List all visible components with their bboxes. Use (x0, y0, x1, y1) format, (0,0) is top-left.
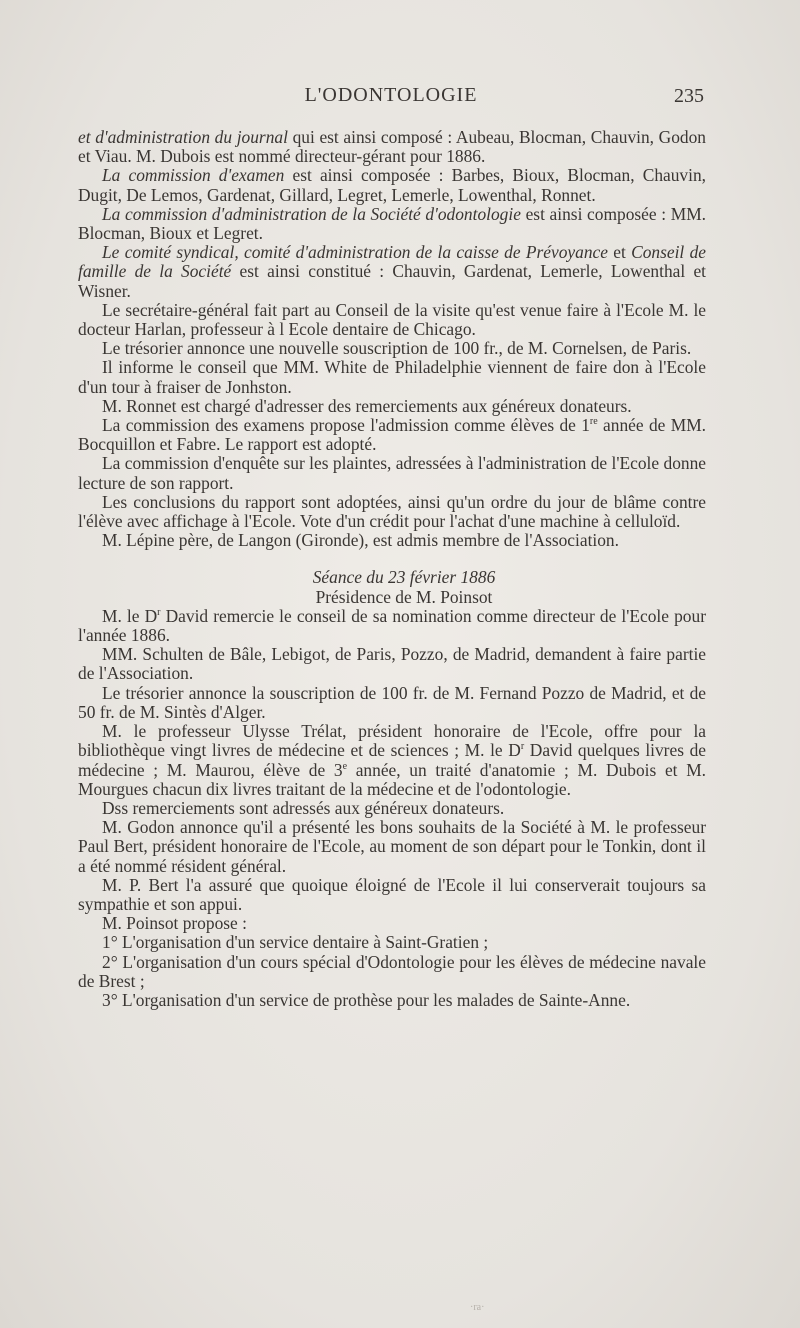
paragraph (78, 166, 706, 204)
list-item: 3° L'organisation d'un service de prothèse pour les malades de Sainte-Anne. (102, 989, 631, 1010)
paragraph: M. Ronnet est chargé d'adresser des remerciements aux généreux donateurs. (102, 395, 632, 416)
paragraph: Le trésorier annonce une nouvelle souscription de 100 fr., de M. Cornelsen, de Paris. (102, 338, 692, 359)
paragraph-text: est ainsi composée : MM. Blocman, Bioux et Legret. (78, 203, 707, 244)
session-title: Séance du 23 février 1886 (312, 567, 496, 588)
superscript: r (157, 607, 161, 619)
paragraph-text: David quelques livres de médecine ; M. Maurou, élève de 3 (78, 740, 706, 780)
paragraph: M. Poinsot propose : (102, 913, 247, 934)
paragraph: MM. Schulten de Bâle, Lebigot, de Paris, Pozzo, de Madrid, demandent à faire partie de l'Association. (78, 644, 706, 684)
paragraph (78, 128, 706, 166)
superscript: re (589, 416, 598, 428)
page-header (78, 84, 704, 114)
paragraph: Le trésorier annonce la souscription de 100 fr. de M. Fernand Pozzo de Madrid, et de 50 fr. de M. Sintès d'Alger. (78, 682, 706, 722)
paragraph: M. Godon annonce qu'il a présenté les bons souhaits de la Société à M. le professeur Paul Bert, président honoraire de l'Ecole, au moment de son départ pour le Tonkin, dont il a été nommé résident général. (78, 817, 706, 876)
list-item: 2° L'organisation d'un cours spécial d'Odontologie pour les élèves de médecine navale de Brest ; (78, 951, 706, 991)
italic-phrase: Le comité syndical, comité d'administration de la caisse de Prévoyance (102, 242, 608, 263)
paragraph: M. P. Bert l'a assuré que quoique éloigné de l'Ecole il lui conserverait toujours sa sympathie et son appui. (78, 874, 706, 914)
paragraph: M. Lépine père, de Langon (Gironde), est admis membre de l'Association. (102, 530, 619, 551)
paragraph-text: La commission des examens propose l'admission comme élèves de 1 (102, 415, 590, 436)
paragraph (78, 416, 706, 454)
paragraph-text: qui est ainsi composé : Aubeau, Blocman, Chauvin, Godon et Viau. M. Dubois est nommé directeur-gérant pour 1886. (78, 127, 706, 167)
page-number: 235 (674, 85, 704, 107)
paragraph-text: est ainsi constitué : Chauvin, Gardenat, Lemerle, Lowenthal et Wisner. (78, 261, 707, 301)
italic-phrase: Conseil de famille de la Société (78, 242, 706, 282)
paragraph-text: David remercie le conseil de sa nomination comme directeur de l'Ecole pour l'année 1886. (78, 605, 706, 646)
superscript: r (520, 741, 525, 753)
paragraph: Dss remerciements sont adressés aux généreux donateurs. (102, 797, 505, 818)
superscript: e (342, 760, 348, 772)
paragraph (78, 722, 706, 799)
paragraph: Il informe le conseil que MM. White de Philadelphie viennent de faire don à l'Ecole d'un tour à fraiser de Jonhston. (78, 357, 706, 397)
italic-phrase: La commission d'examen (102, 165, 285, 186)
paragraph-text: M. le professeur Ulysse Trélat, président honoraire de l'Ecole, offre pour la bibliothèque vingt livres de médecine et de sciences ; M. le D (78, 721, 706, 761)
paragraph: Le secrétaire-général fait part au Conseil de la visite qu'est venue faire à l'Ecole M. le docteur Harlan, professeur à l Ecole dentaire de Chicago. (78, 299, 706, 340)
italic-phrase: La commission d'administration de la Société d'odontologie (102, 203, 521, 224)
paragraph (78, 243, 706, 301)
footer-mark: ·ra· (470, 1302, 485, 1313)
italic-phrase: et d'administration du journal (78, 127, 288, 147)
paragraph: La commission d'enquête sur les plaintes, adressées à l'administration de l'Ecole donne lecture de son rapport. (78, 453, 706, 493)
paragraph (78, 607, 706, 645)
paragraph: Les conclusions du rapport sont adoptées, ainsi qu'un ordre du jour de blâme contre l'élève avec affichage à l'Ecole. Vote d'un crédit pour l'achat d'une machine à celluloïd. (78, 491, 706, 532)
page-body (78, 128, 706, 1010)
session-presidence: Présidence de M. Poinsot (315, 586, 493, 607)
paragraph-text: année de MM. Bocquillon et Fabre. Le rapport est adopté. (78, 415, 707, 455)
paragraph-text: est ainsi composée : Barbes, Bioux, Blocman, Chauvin, Dugit, De Lemos, Gardenat, Gillard, Legret, Lemerle, Lowenthal, Ronnet. (78, 165, 706, 205)
list-item: 1° L'organisation d'un service dentaire à Saint-Gratien ; (102, 932, 489, 953)
running-title: L'ODONTOLOGIE (304, 84, 478, 106)
paragraph (78, 205, 706, 243)
paragraph-text: et (607, 242, 632, 263)
section-gap (78, 550, 706, 568)
paragraph-text: M. le D (102, 605, 158, 626)
paragraph-text: année, un traité d'anatomie ; M. Dubois et M. Mourgues chacun dix livres traitant de la médecine et de l'odontologie. (78, 759, 707, 799)
